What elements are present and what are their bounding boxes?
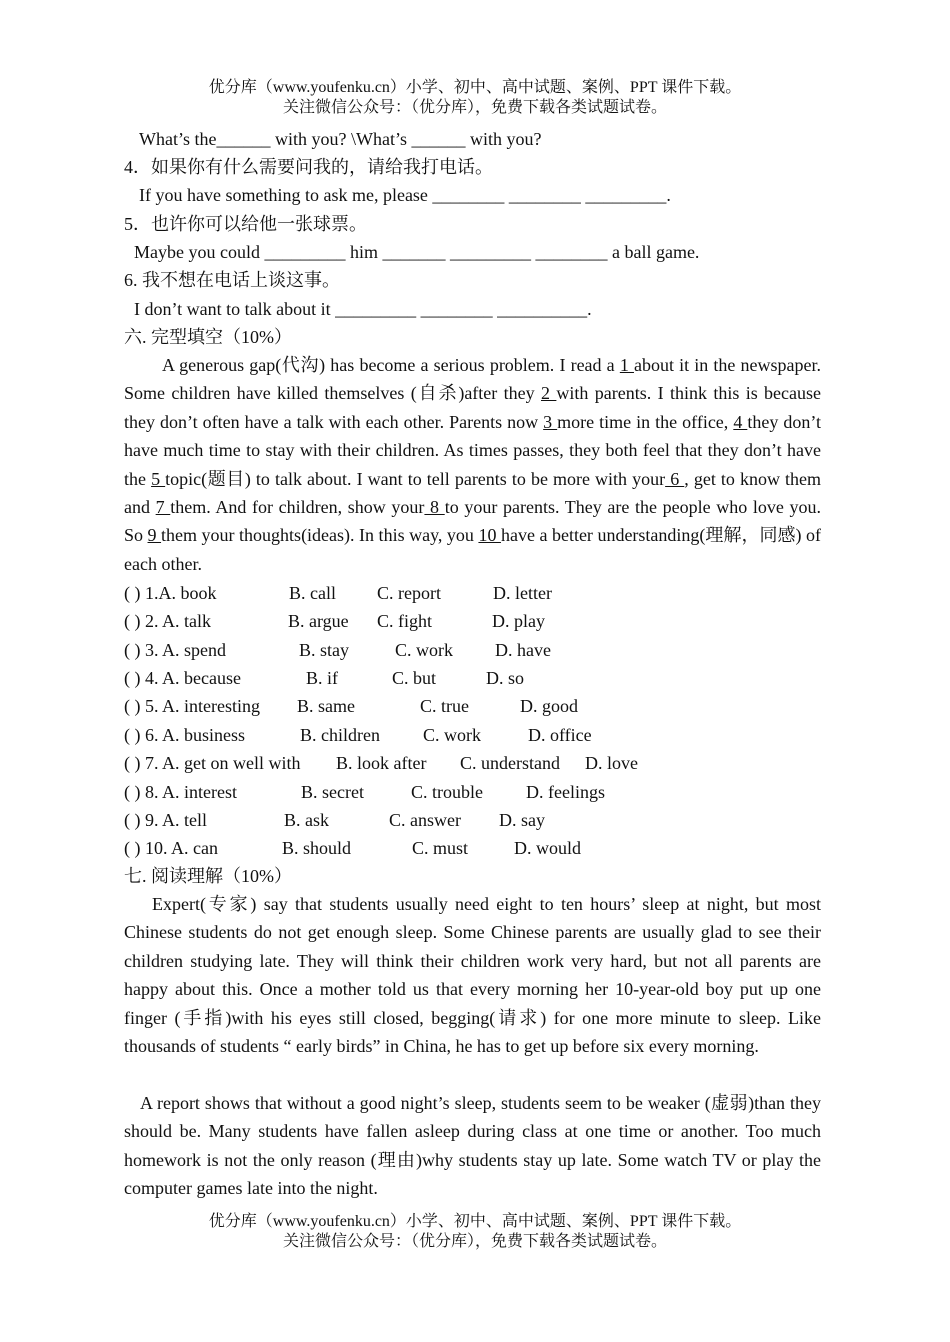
cloze-blank-8: 8 [424,497,445,518]
translation-q4-chinese: 4．如果你有什么需要问我的，请给我打电话。 [124,157,493,177]
option-d: D. feelings [526,782,605,802]
cloze-text-3: with parents. I think this is because they don’t often have a talk with each other. Parents now [124,383,822,432]
cloze-blank-3: 3 [543,411,558,432]
translation-q5-chinese: 5．也许你可以给他一张球票。 [124,214,367,234]
option-c: C. understand [460,753,560,773]
option-b: B. call [289,583,336,603]
cloze-blank-4: 4 [733,411,748,432]
option-b: B. ask [284,810,329,830]
option-a: ( ) 8. A. interest [124,782,237,802]
option-c: C. work [423,725,481,745]
footer-line-1: 优分库（www.youfenku.cn）小学、初中、高中试题、案例、PPT 课件下载。 [208,1213,742,1230]
cloze-text-7: , get to know them and [124,468,822,518]
option-a: ( ) 3. A. spend [124,640,226,660]
reading-paragraph-1: Expert(专家) say that students usually need eight to ten hours’ sleep at night, but most Chinese students do not get enough sleep. Some Chinese parents are usually glad to see their children studying late. They will think their children work very hard, but not all parents are happy about this. Once a mother told us that every morning her 10-year-old boy put up one finger (手指)with his eyes still closed, begging(请求) for one more minute to sleep. Like thousands of students “ early birds” in China, he has to get up before six every morning. [124,894,821,1057]
option-b: B. should [282,838,352,858]
cloze-blank-6: 6 [665,468,685,489]
option-d: D. love [585,753,638,773]
option-a: ( ) 6. A. business [124,725,245,745]
option-d: D. say [499,810,545,830]
cloze-passage [124,351,821,578]
option-c: C. but [392,668,437,688]
option-b: B. same [297,696,355,716]
option-a: ( ) 9. A. tell [124,810,207,830]
option-c: C. true [420,696,469,716]
footer-line-2: 关注微信公众号：（优分库），免费下载各类试题试卷。 [282,1233,667,1250]
cloze-text-2: about it in the newspaper. Some children have killed themselves (自杀)after they [124,355,821,404]
option-a: ( ) 4. A. because [124,668,241,688]
option-b: B. secret [301,782,364,802]
cloze-text-5: they don’t have much time to stay with their children. As times passes, they both feel that they don’t have the [124,411,821,489]
cloze-blank-10: 10 [478,525,501,546]
option-b: B. look after [336,753,427,773]
option-c: C. report [377,583,441,603]
option-a: ( ) 1.A. book [124,583,217,603]
translation-q4-english: If you have something to ask me, please ________ ________ _________. [139,185,671,205]
option-a: ( ) 2. A. talk [124,611,211,631]
translation-q6-chinese: 6. 我不想在电话上谈这事。 [124,270,340,290]
cloze-heading: 六. 完型填空（10%） [124,327,292,347]
option-d: D. good [520,696,578,716]
translation-q5-english: Maybe you could _________ him _______ _________ ________ a ball game. [134,242,700,262]
cloze-text-10: them your thoughts(ideas). In this way, you [161,525,479,546]
cloze-blank-1: 1 [619,355,634,375]
option-a: ( ) 7. A. get on well with [124,753,301,773]
header-line-2: 关注微信公众号：（优分库），免费下载各类试题试卷。 [282,99,667,116]
translation-q6-english: I don’t want to talk about it _________ ________ __________. [134,299,592,319]
option-c: C. answer [389,810,461,830]
option-d: D. play [492,611,545,631]
option-c: C. trouble [411,782,483,802]
cloze-blank-9: 9 [147,525,162,546]
cloze-text-9: to your parents. They are the people who love you. So [124,497,821,546]
option-b: B. stay [299,640,350,660]
option-a: ( ) 5. A. interesting [124,696,260,716]
translation-q3-english: What’s the______ with you? \What’s ______ with you? [139,129,542,149]
header-line-1: 优分库（www.youfenku.cn）小学、初中、高中试题、案例、PPT 课件下载。 [208,79,742,96]
option-d: D. office [528,725,592,745]
option-c: C. fight [377,611,433,631]
option-c: C. must [412,838,469,858]
option-d: D. so [486,668,525,688]
cloze-text-6: topic(题目) to talk about. I want to tell parents to be more with your [165,468,666,489]
cloze-text-4: more time in the office, [557,411,734,432]
option-d: D. would [514,838,581,858]
reading-paragraph-2: A report shows that without a good night’s sleep, students seem to be weaker (虚弱)than they should be. Many students have fallen asleep during class at one time or another. Too much homework is not the only reason (理由)why students stay up late. Some watch TV or play the computer games late into the night. [124,1093,821,1199]
reading-heading: 七. 阅读理解（10%） [124,866,292,886]
cloze-text-11: have a better understanding(理解，同感) of each other. [124,525,821,574]
cloze-blank-2: 2 [541,383,557,404]
cloze-text-1: A generous gap(代沟) has become a serious problem. I read a [162,355,620,375]
option-b: B. argue [288,611,349,631]
option-d: D. have [495,640,551,660]
option-a: ( ) 10. A. can [124,838,218,858]
option-b: B. children [300,725,380,745]
cloze-blank-5: 5 [151,468,166,489]
option-d: D. letter [493,583,552,603]
option-b: B. if [306,668,339,688]
cloze-text-8: them. And for children, show your [170,497,425,518]
cloze-blank-7: 7 [155,497,171,518]
option-c: C. work [395,640,453,660]
